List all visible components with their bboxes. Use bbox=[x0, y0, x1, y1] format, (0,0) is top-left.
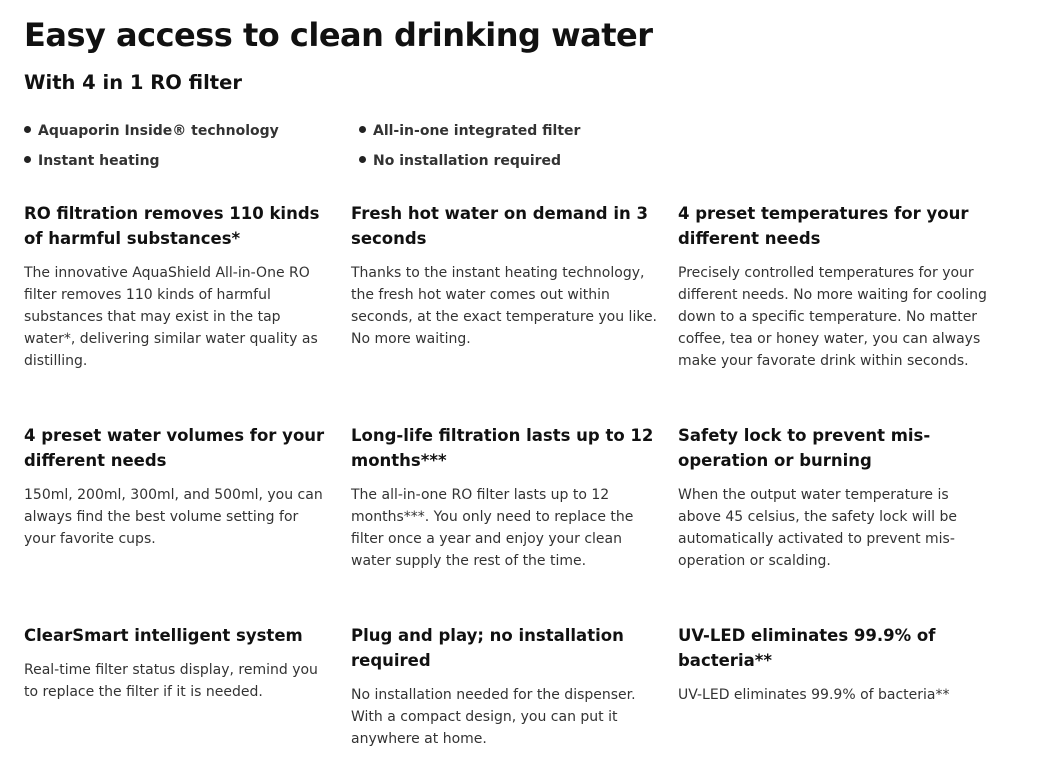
feature-title: ClearSmart intelligent system bbox=[24, 626, 303, 645]
feature-description: The all-in-one RO filter lasts up to 12 months***. You only need to replace the filter once a year and enjoy your clean water supply the rest of the time. bbox=[351, 487, 634, 569]
highlight-label: No installation required bbox=[373, 153, 562, 169]
bullet-dot-icon bbox=[359, 156, 366, 163]
feature-safety-lock bbox=[678, 423, 988, 572]
feature-description: When the output water temperature is above 45 celsius, the safety lock will be automatically activated to prevent mis-operation or scalding. bbox=[678, 487, 957, 569]
feature-description: Precisely controlled temperatures for your different needs. No more waiting for cooling down to a specific temperature. No matter coffee, tea or honey water, you can always make your favorate drink within seconds. bbox=[678, 265, 987, 369]
bullet-dot-icon bbox=[24, 126, 31, 133]
feature-title: UV-LED eliminates 99.9% of bacteria** bbox=[678, 626, 936, 670]
feature-title: Long-life filtration lasts up to 12 months*** bbox=[351, 426, 654, 470]
feature-clearsmart bbox=[24, 623, 334, 703]
feature-description: 150ml, 200ml, 300ml, and 500ml, you can always find the best volume setting for your favorite cups. bbox=[24, 487, 323, 547]
highlight-item bbox=[359, 123, 580, 139]
feature-preset-temperatures bbox=[678, 201, 988, 372]
feature-plug-and-play bbox=[351, 623, 661, 750]
highlight-label: Aquaporin Inside® technology bbox=[38, 123, 279, 139]
feature-description: UV-LED eliminates 99.9% of bacteria** bbox=[678, 687, 950, 703]
feature-description: The innovative AquaShield All-in-One RO filter removes 110 kinds of harmful substances that may exist in the tap water*, delivering similar water quality as distilling. bbox=[24, 265, 318, 369]
feature-title: Fresh hot water on demand in 3 seconds bbox=[351, 204, 648, 248]
highlight-item bbox=[359, 153, 561, 169]
feature-title: Safety lock to prevent mis-operation or burning bbox=[678, 426, 931, 470]
feature-description: Real-time filter status display, remind you to replace the filter if it is needed. bbox=[24, 662, 318, 700]
highlight-label: Instant heating bbox=[38, 153, 160, 169]
bullet-dot-icon bbox=[359, 126, 366, 133]
highlight-label: All-in-one integrated filter bbox=[373, 123, 581, 139]
highlight-item bbox=[24, 123, 279, 139]
feature-hot-water bbox=[351, 201, 661, 350]
feature-title: Plug and play; no installation required bbox=[351, 626, 624, 670]
page-subtitle: With 4 in 1 RO filter bbox=[24, 71, 242, 94]
feature-title: 4 preset temperatures for your different needs bbox=[678, 204, 969, 248]
bullet-dot-icon bbox=[24, 156, 31, 163]
feature-description: No installation needed for the dispenser. With a compact design, you can put it anywhere at home. bbox=[351, 687, 636, 747]
highlight-item bbox=[24, 153, 160, 169]
feature-long-life-filtration bbox=[351, 423, 661, 572]
feature-title: 4 preset water volumes for your different needs bbox=[24, 426, 325, 470]
feature-ro-filtration bbox=[24, 201, 334, 372]
feature-uv-led bbox=[678, 623, 988, 706]
feature-title: RO filtration removes 110 kinds of harmful substances* bbox=[24, 204, 320, 248]
page-title: Easy access to clean drinking water bbox=[24, 16, 653, 54]
feature-description: Thanks to the instant heating technology, the fresh hot water comes out within seconds, at the exact temperature you like. No more waiting. bbox=[351, 265, 658, 347]
feature-preset-volumes bbox=[24, 423, 334, 550]
